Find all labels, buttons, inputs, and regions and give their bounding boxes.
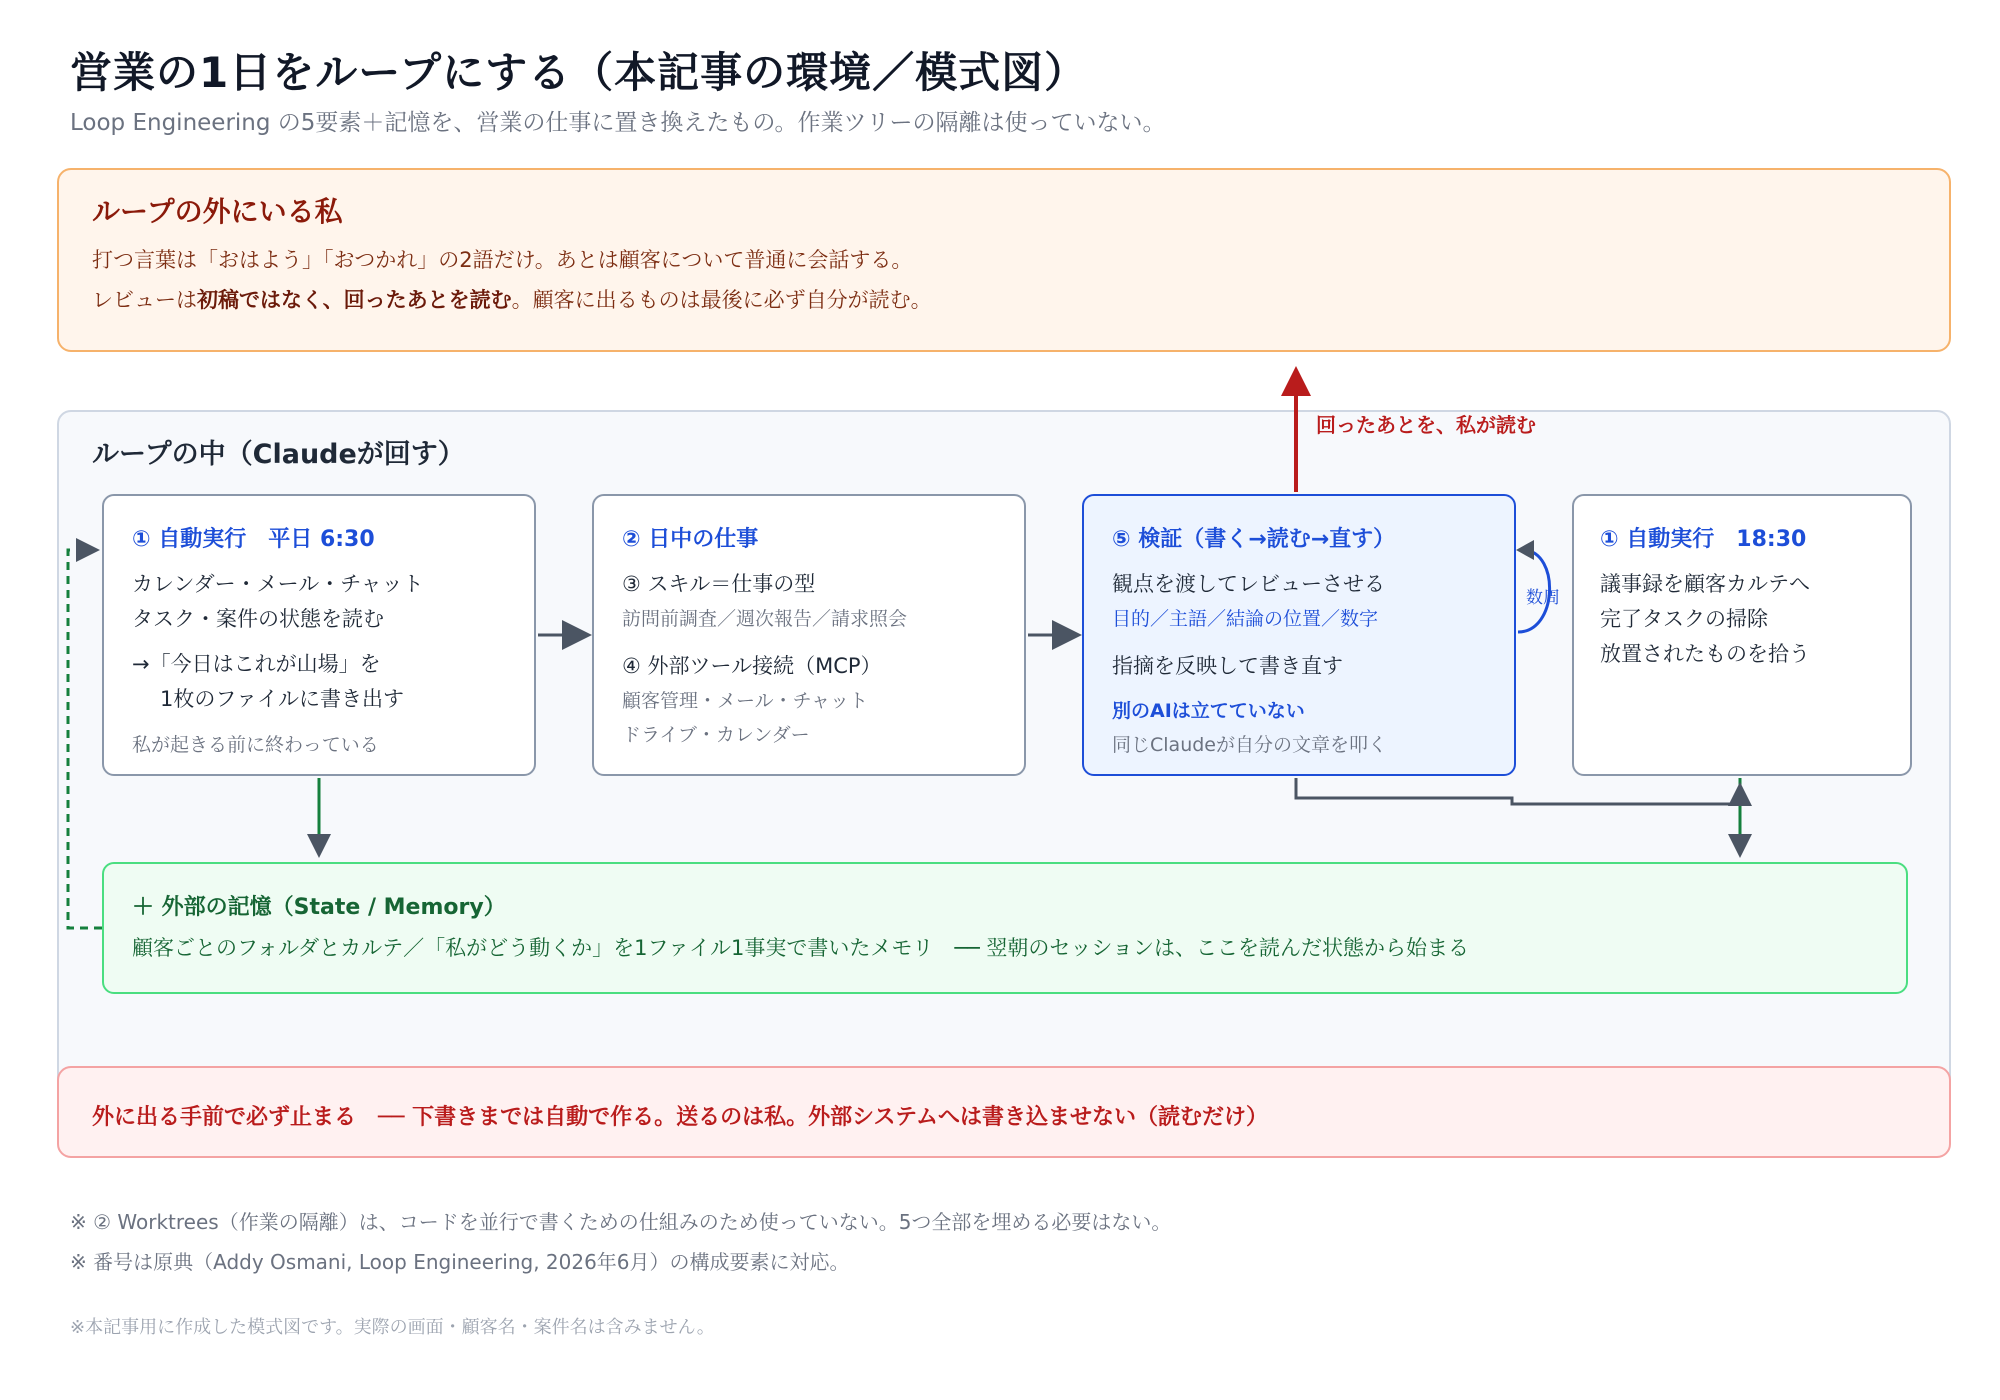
card-verify-title: ⑤ 検証（書く→読む→直す）: [1112, 527, 1396, 552]
card-daytime-skill-sub: 訪問前調査／週次報告／請求照会: [622, 608, 908, 630]
stop-text: 外に出る手前で必ず止まる ── 下書きまでは自動で作る。送るのは私。外部システムへは書き込ませない（読むだけ）: [92, 1105, 1268, 1130]
card-morning-line3: →「今日はこれが山場」を: [132, 652, 381, 676]
card-daytime-tools-sub1: 顧客管理・メール・チャット: [622, 690, 869, 712]
outside-title: ループの外にいる私: [92, 195, 343, 228]
card-evening-line3: 放置されたものを拾う: [1600, 642, 1810, 666]
arrow-morning-to-memory-head: [307, 834, 331, 858]
card-morning-line1: カレンダー・メール・チャット: [132, 572, 424, 596]
outside-line-2-pre: レビューは: [92, 288, 197, 312]
card-morning-title: ① 自動実行 平日 6:30: [132, 527, 375, 552]
card-verify-line1: 観点を渡してレビューさせる: [1112, 572, 1385, 596]
arrow-memory-to-morning-head: [76, 538, 100, 562]
footnote-1: ※ ② Worktrees（作業の隔離）は、コードを並行で書くための仕組みのため使っていない。5つ全部を埋める必要はない。: [70, 1210, 1172, 1234]
card-verify-line2: 指摘を反映して書き直す: [1112, 654, 1343, 678]
arrow-verify-to-me-head: [1281, 366, 1311, 396]
footnote-2: ※ 番号は原典（Addy Osmani, Loop Engineering, 2026年6月）の構成要素に対応。: [70, 1250, 850, 1274]
outside-line-2-post: 。顧客に出るものは最後に必ず自分が読む。: [511, 288, 932, 312]
disclaimer: ※本記事用に作成した模式図です。実際の画面・顧客名・案件名は含みません。: [70, 1317, 715, 1338]
connector-verify-to-evening: [1296, 778, 1736, 804]
card-daytime-tools: ④ 外部ツール接続（MCP）: [622, 654, 882, 678]
card-daytime-tools-sub2: ドライブ・カレンダー: [622, 724, 810, 746]
card-morning-line4: 1枚のファイルに書き出す: [160, 687, 404, 711]
outside-line-1: 打つ言葉は「おはよう」「おつかれ」の2語だけ。あとは顧客について普通に会話する。: [92, 248, 913, 272]
card-morning-line2: タスク・案件の状態を読む: [132, 607, 384, 631]
loop-title: ループの中（Claudeが回す）: [92, 439, 465, 470]
outside-line-2-bold: 初稿ではなく、回ったあとを読む: [197, 288, 512, 312]
card-evening-title: ① 自動実行 18:30: [1600, 527, 1807, 552]
card-verify-note: 同じClaudeが自分の文章を叩く: [1112, 734, 1387, 756]
card-daytime-title: ② 日中の仕事: [622, 527, 759, 552]
arrow-up-label: 回ったあとを、私が読む: [1316, 413, 1536, 437]
repeat-label: 数周: [1526, 588, 1560, 608]
verify-repeat-loop-head: [1516, 540, 1534, 560]
card-verify-line1-sub: 目的／主語／結論の位置／数字: [1112, 608, 1379, 630]
card-evening-line2: 完了タスクの掃除: [1600, 607, 1768, 631]
arrow-evening-memory-head-up: [1728, 782, 1752, 806]
card-morning-note: 私が起きる前に終わっている: [132, 734, 379, 756]
memory-title: ＋ 外部の記憶（State / Memory）: [132, 895, 506, 920]
arrow-evening-memory-head-down: [1728, 834, 1752, 858]
memory-body: 顧客ごとのフォルダとカルテ／「私がどう動くか」を1ファイル1事実で書いたメモリ ── 翌朝のセッションは、ここを読んだ状態から始まる: [132, 936, 1469, 960]
card-evening-line1: 議事録を顧客カルテへ: [1600, 572, 1810, 596]
page-title: 営業の1日をループにする（本記事の環境／模式図）: [70, 48, 1088, 97]
card-daytime-skill: ③ スキル＝仕事の型: [622, 572, 816, 596]
page-subtitle: Loop Engineering の5要素＋記憶を、営業の仕事に置き換えたもの。作業ツリーの隔離は使っていない。: [70, 110, 1166, 136]
arrow-memory-to-morning: [68, 550, 102, 928]
card-verify-note-bold: 別のAIは立てていない: [1112, 700, 1305, 722]
